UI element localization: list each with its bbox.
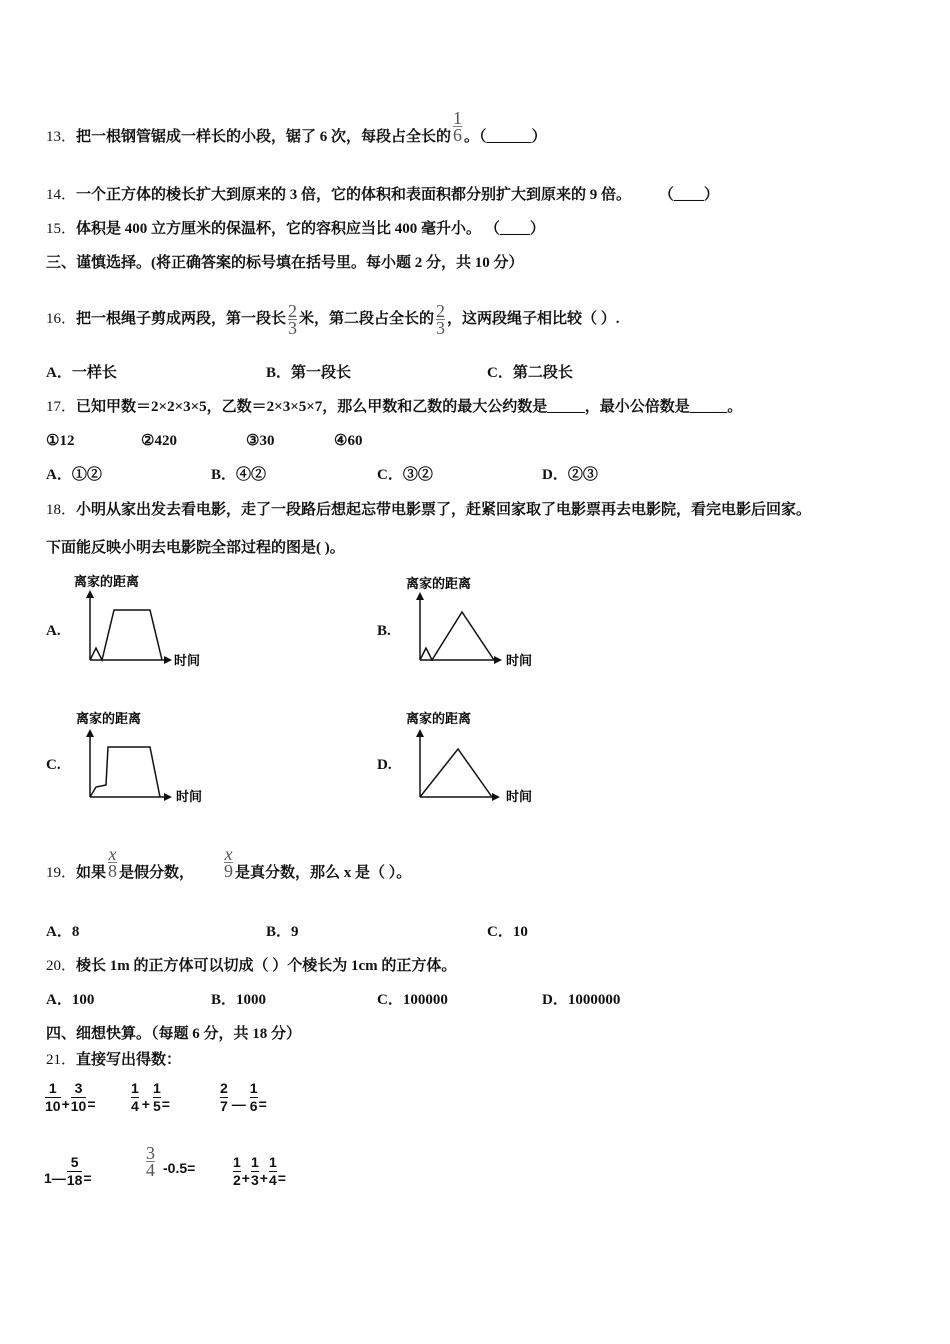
question-20: 20．棱长 1m 的正方体可以切成（ ）个棱长为 1cm 的正方体。: [46, 958, 457, 974]
q19-option-c[interactable]: C．10: [487, 924, 528, 940]
calc-expr-2: $\frac{1}{4}$ + $\frac{1}{5}$ =: [131, 1079, 170, 1114]
fraction: $\frac{2}{3}$: [288, 301, 298, 338]
calc-expr-1: $\frac{1}{10}$ + $\frac{3}{10}$ =: [45, 1079, 96, 1114]
q17-choice-1: ①12: [46, 433, 75, 449]
q18-option-b-label[interactable]: B.: [377, 623, 391, 639]
fraction: $\frac{1}{3}$: [250, 1153, 259, 1188]
q19-option-a[interactable]: A．8: [46, 924, 80, 940]
graph-y-label: 离家的距离: [76, 712, 142, 727]
y-arrow: [416, 729, 424, 737]
answer-blank[interactable]: （____）: [484, 221, 545, 237]
graph-line: [90, 747, 160, 797]
q17-option-c[interactable]: C．③②: [377, 467, 433, 483]
q17-choice-3: ③30: [246, 433, 275, 449]
fraction: $\frac{1}{5}$: [152, 1079, 161, 1114]
fraction: $\frac{x}{9}$: [224, 844, 234, 882]
question-18: 18．小明从家出发去看电影，走了一段路后想起忘带电影票了，赶紧回家取了电影票再去电影院，看完电影后回家。: [46, 502, 812, 518]
q17-choice-2: ②420: [141, 433, 177, 449]
q18-option-a-label[interactable]: A.: [46, 623, 61, 639]
x-arrow: [492, 793, 500, 801]
graph-y-label: 离家的距离: [406, 577, 472, 592]
y-arrow: [86, 590, 94, 598]
calc-expr-3: $\frac{2}{7}$ — $\frac{1}{6}$ =: [220, 1079, 267, 1114]
fraction: $\frac{1}{10}$: [45, 1079, 61, 1114]
y-arrow: [86, 729, 94, 737]
fraction: $\frac{1}{6}$: [453, 108, 463, 146]
question-13: 13．把一根钢管锯成一样长的小段，锯了 6 次，每段占全长的 $\frac{1}{6}$ 。（______）: [46, 108, 547, 146]
x-arrow: [164, 793, 172, 801]
q20-option-a[interactable]: A．100: [46, 992, 95, 1008]
question-17: 17．已知甲数＝2×2×3×5，乙数＝2×3×5×7，那么甲数和乙数的最大公约数是_____，最小公倍数是_____。: [46, 399, 743, 415]
q18-option-c-label[interactable]: C.: [46, 757, 61, 773]
q16-option-c[interactable]: C．第二段长: [487, 365, 573, 381]
q19-option-b[interactable]: B．9: [266, 924, 299, 940]
q16-option-a[interactable]: A．一样长: [46, 365, 117, 381]
question-18-line2: 下面能反映小明去电影院全部过程的图是( )。: [46, 540, 345, 556]
q18-option-d-label[interactable]: D.: [377, 757, 392, 773]
question-16: 16．把一根绳子剪成两段，第一段长 $\frac{2}{3}$ 米，第二段占全长的 $\frac{2}{3}$ ，这两段绳子相比较（ ）.: [46, 301, 620, 338]
fraction: $\frac{2}{3}$: [436, 301, 446, 338]
y-arrow: [416, 592, 424, 600]
q18-graph-a[interactable]: [70, 570, 220, 670]
fraction: $\frac{3}{10}$: [70, 1079, 87, 1114]
fraction: $\frac{1}{4}$: [268, 1153, 277, 1188]
q18-graph-d[interactable]: [402, 705, 552, 805]
q18-graph-b[interactable]: [402, 570, 552, 670]
fraction: $\frac{x}{8}$: [108, 844, 118, 882]
q20-option-c[interactable]: C．100000: [377, 992, 448, 1008]
graph-y-label: 离家的距离: [74, 575, 140, 590]
q17-option-b[interactable]: B．④②: [211, 467, 267, 483]
fraction: $\frac{5}{18}$: [66, 1153, 83, 1188]
q16-option-b[interactable]: B．第一段长: [266, 365, 352, 381]
answer-blank[interactable]: （____）: [658, 187, 719, 203]
graph-x-label: 时间: [506, 790, 533, 805]
section-3-heading: 三、谨慎选择。(将正确答案的标号填在括号里。每小题 2 分，共 10 分）: [46, 255, 524, 271]
graph-line: [90, 610, 162, 660]
graph-x-label: 时间: [174, 654, 201, 669]
graph-y-label: 离家的距离: [406, 712, 472, 727]
x-arrow: [164, 656, 172, 664]
calc-expr-5: $\frac{3}{4}$ -0.5=: [146, 1142, 196, 1180]
q20-option-b[interactable]: B．1000: [211, 992, 267, 1008]
x-arrow: [494, 656, 502, 664]
graph-line: [420, 749, 492, 797]
fraction: $\frac{2}{7}$: [220, 1079, 228, 1114]
q18-graph-c[interactable]: [70, 705, 220, 805]
fraction: $\frac{1}{6}$: [249, 1079, 258, 1114]
question-21: 21．直接写出得数：: [46, 1052, 182, 1068]
graph-x-label: 时间: [506, 654, 533, 669]
question-14: 14．一个正方体的棱长扩大到原来的 3 倍，它的体积和表面积都分别扩大到原来的 9 倍。 （____）: [46, 187, 719, 203]
graph-line: [420, 612, 494, 660]
calc-expr-6: $\frac{1}{2}$ + $\frac{1}{3}$ + $\frac{1}{4}$ =: [233, 1153, 286, 1188]
q20-option-d[interactable]: D．1000000: [542, 992, 621, 1008]
section-4-heading: 四、细想快算。（每题 6 分，共 18 分）: [46, 1026, 302, 1042]
q17-choice-4: ④60: [334, 433, 363, 449]
fraction: $\frac{1}{2}$: [233, 1153, 241, 1188]
fraction: $\frac{1}{4}$: [131, 1079, 139, 1114]
question-15: 15．体积是 400 立方厘米的保温杯，它的容积应当比 400 毫升小。 （____）: [46, 221, 545, 237]
calc-expr-4: 1— $\frac{5}{18}$ =: [44, 1153, 92, 1188]
question-19: 19．如果 $\frac{x}{8}$ 是假分数， $\frac{x}{9}$ 是真分数，那么 x 是（ ）。: [46, 844, 412, 882]
fraction: $\frac{3}{4}$: [146, 1142, 155, 1180]
q17-option-a[interactable]: A．①②: [46, 467, 102, 483]
graph-x-label: 时间: [176, 790, 203, 805]
q17-option-d[interactable]: D．②③: [542, 467, 598, 483]
